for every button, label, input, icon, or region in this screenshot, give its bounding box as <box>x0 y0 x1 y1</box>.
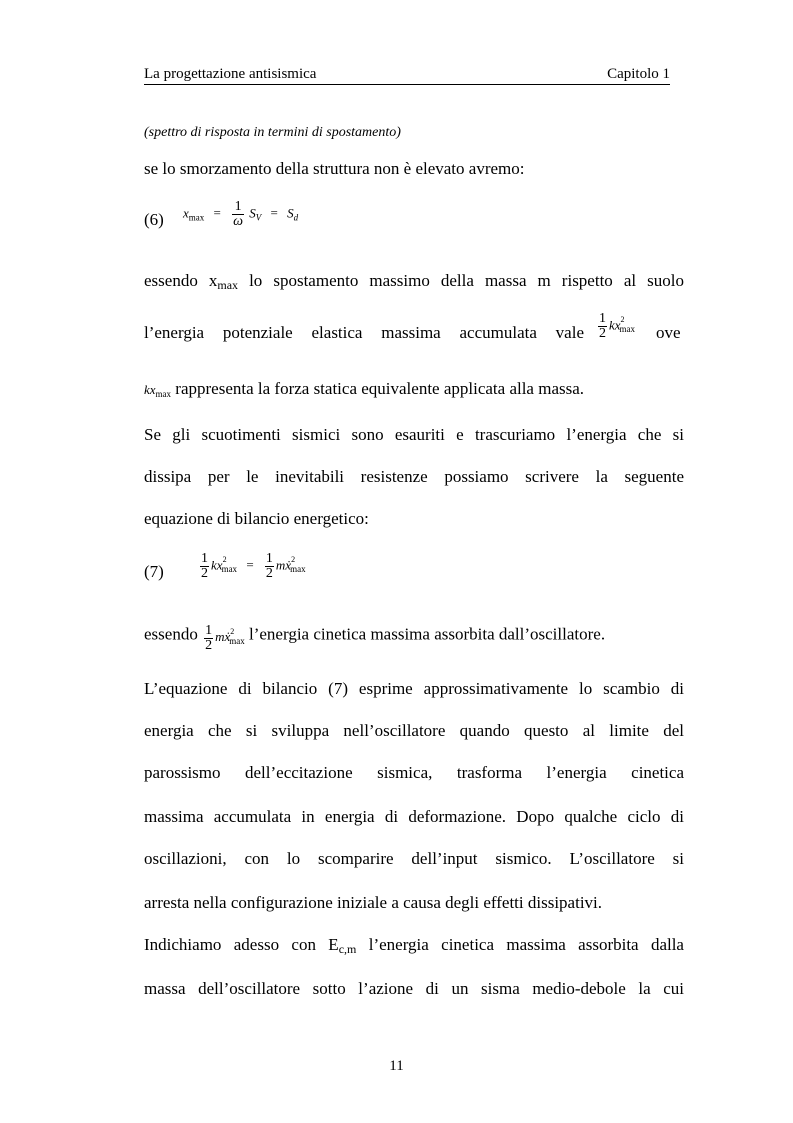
inline-formula-kinetic-energy: $\frac{1}{2}$ mẋ$^2_{max}$ <box>205 623 245 653</box>
text-line: essendo $x_{max}$ lo spostamento massimo della massa m rispetto al suolo <box>144 271 684 292</box>
equation-7: $\frac{1}{2}$ $kx^2_{max}$ = $\frac{1}{2}$ mẋ$^2_{max}$ <box>201 551 306 581</box>
text-line: arresta nella configurazione iniziale a causa degli effetti dissipativi. <box>144 893 603 912</box>
text-line: essendo $\frac{1}{2}$ mẋ$^2_{max}$ l’energia cinetica massima assorbita dall’oscillatore. <box>144 623 606 653</box>
text-line: parossismo dell’eccitazione sismica, trasforma l’energia cinetica <box>144 763 684 782</box>
text-line: massima accumulata in energia di deformazione. Dopo qualche ciclo di <box>144 807 684 826</box>
text-line: ove <box>656 323 681 342</box>
text-line: equazione di bilancio energetico: <box>144 509 369 528</box>
text-line: L’equazione di bilancio (7) esprime approssimativamente lo scambio di <box>144 679 684 698</box>
text-line: dissipa per le inevitabili resistenze possiamo scrivere la seguente <box>144 467 684 486</box>
text-line: massa dell’oscillatore sotto l’azione di un sisma medio-debole la cui <box>144 979 684 998</box>
spectrum-caption: (spettro di risposta in termini di spostamento) <box>144 125 401 140</box>
header-chapter: Capitolo 1 <box>607 66 670 82</box>
fraction: $\frac{1}{\omega}$ <box>233 199 244 229</box>
text-line: energia che si sviluppa nell’oscillatore quando questo al limite del <box>144 721 684 740</box>
equation-6-label: (6) <box>144 210 164 229</box>
inline-formula-potential-energy: $\frac{1}{2}$ $kx^2_{max}$ <box>599 311 636 341</box>
text-line: l’energia potenziale elastica massima accumulata vale <box>144 323 584 342</box>
page-number: 11 <box>389 1058 404 1074</box>
equation-7-label: (7) <box>144 562 164 581</box>
header-title: La progettazione antisismica <box>144 66 317 82</box>
equation-6: $x_{max}$ = $\frac{1}{\omega}$ $S_V = S_d$ <box>183 199 299 229</box>
running-header <box>144 66 670 85</box>
text-line: oscillazioni, con lo scomparire dell’input sismico. L’oscillatore si <box>144 849 684 868</box>
text-line: Se gli scuotimenti sismici sono esauriti e trascuriamo l’energia che si <box>144 425 684 444</box>
text-line: $kx_{max}$ rappresenta la forza statica equivalente applicata alla massa. <box>144 379 585 399</box>
text-line: se lo smorzamento della struttura non è elevato avremo: <box>144 159 525 178</box>
text-line: Indichiamo adesso con $E_{c,m}$ l’energia cinetica massima assorbita dalla <box>144 935 684 956</box>
